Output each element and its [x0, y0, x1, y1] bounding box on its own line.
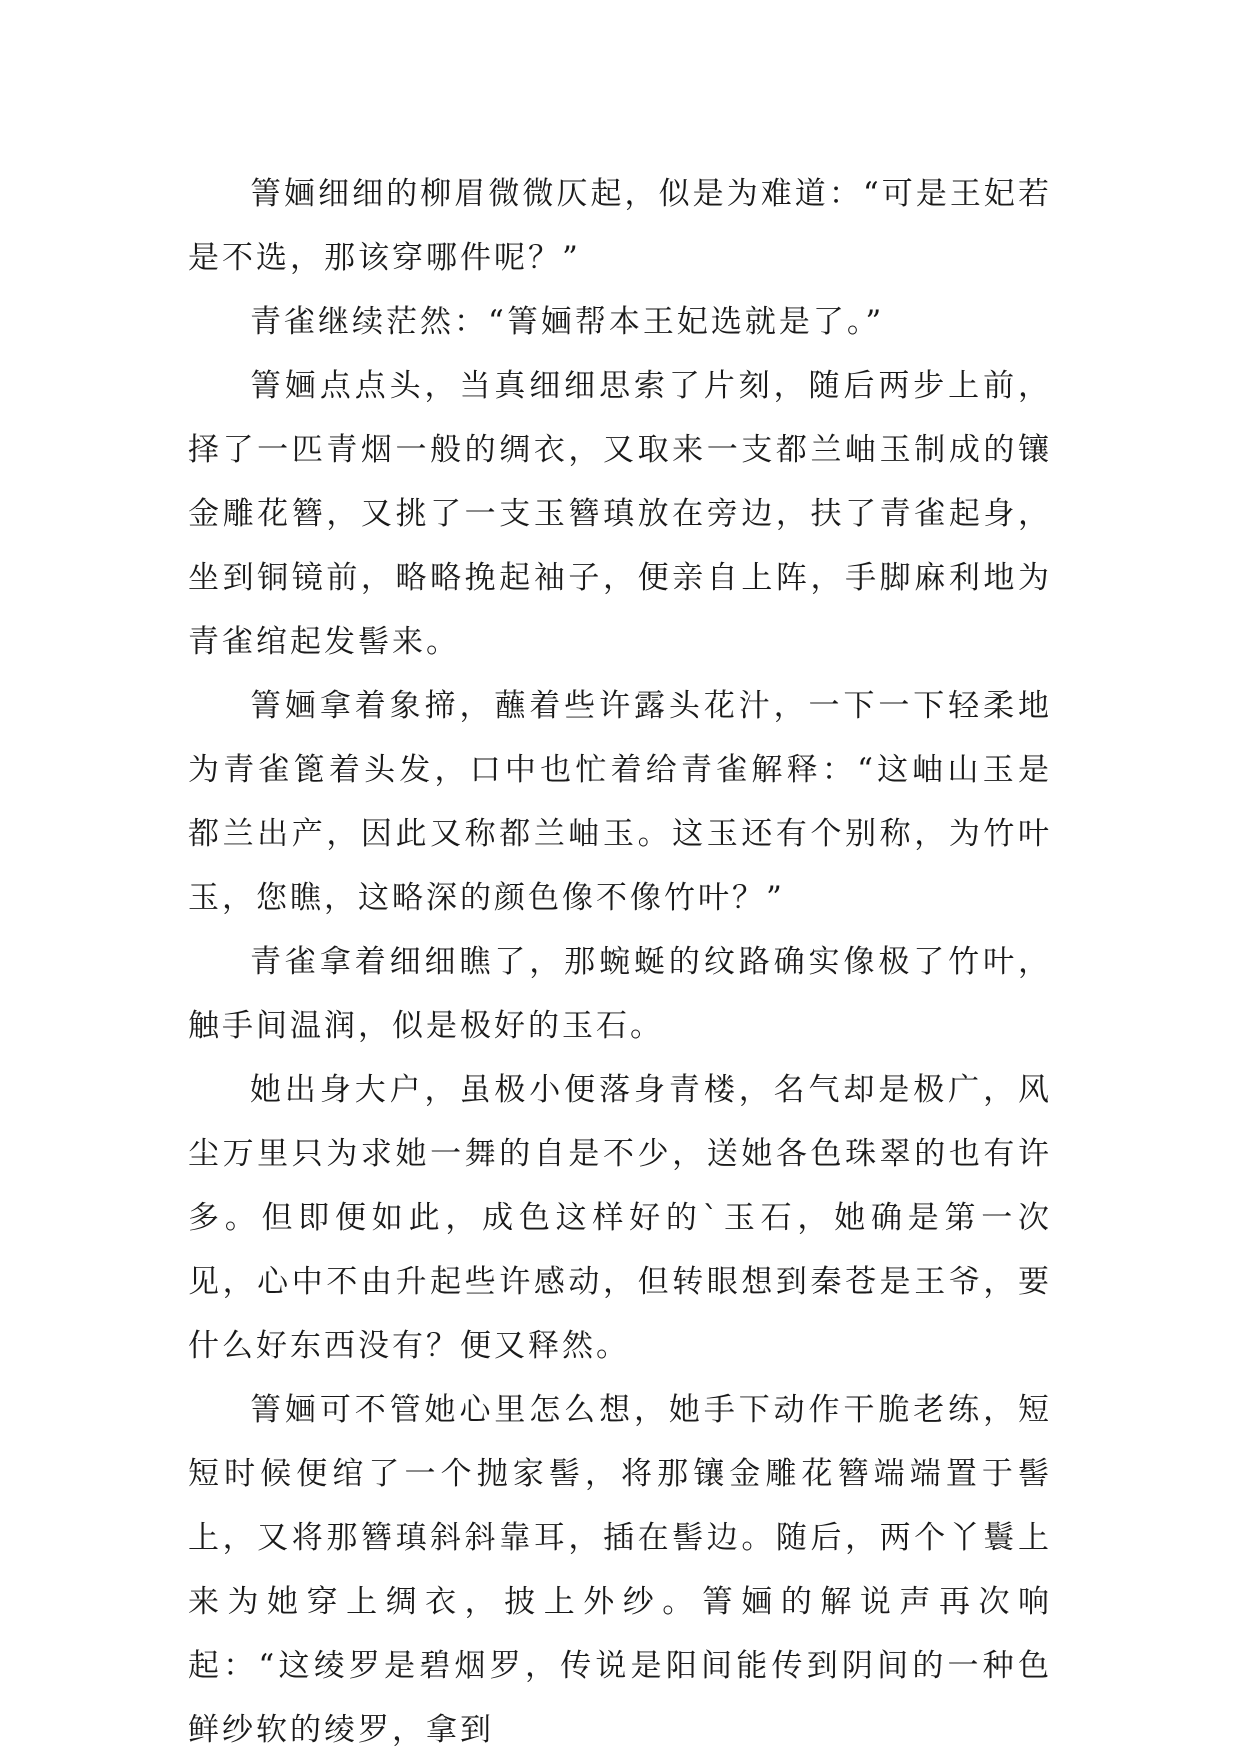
paragraph: 青雀继续茫然：“箐婳帮本王妃选就是了。” [250, 304, 885, 340]
paragraph: 箐婳拿着象揥，蘸着些许露头花汁，一下一下轻柔地为青雀篦着头发，口中也忙着给青雀解释：“这岫山玉是都兰出产，因此又称都兰岫玉。这玉还有个别称，为竹叶玉，您瞧，这略深的颜色像不像竹叶？” [188, 688, 1052, 916]
paragraph: 箐婳点点头，当真细细思索了片刻，随后两步上前，择了一匹青烟一般的绸衣，又取来一支都兰岫玉制成的镶金雕花簪，又挑了一支玉簪瑱放在旁边，扶了青雀起身，坐到铜镜前，略略挽起袖子，便亲自上阵，手脚麻利地为青雀绾起发髻来。 [188, 368, 1052, 660]
paragraph: 她出身大户，虽极小便落身青楼，名气却是极广，风尘万里只为求她一舞的自是不少，送她各色珠翠的也有许多。但即便如此，成色这样好的`玉石，她确是第一次见，心中不由升起些许感动，但转眼想到秦苍是王爷，要什么好东西没有？便又释然。 [188, 1072, 1052, 1364]
paragraph: 箐婳可不管她心里怎么想，她手下动作干脆老练，短短时候便绾了一个抛家髻，将那镶金雕花簪端端置于髻上，又将那簪瑱斜斜靠耳，插在髻边。随后，两个丫鬟上来为她穿上绸衣，披上外纱。箐婳的解说声再次响起：“这绫罗是碧烟罗，传说是阳间能传到阴间的一种色鲜纱软的绫罗，拿到 [188, 1392, 1052, 1748]
paragraph: 青雀拿着细细瞧了，那蜿蜒的纹路确实像极了竹叶，触手间温润，似是极好的玉石。 [188, 944, 1052, 1044]
body-text [188, 162, 1052, 1762]
paragraph: 箐婳细细的柳眉微微仄起，似是为难道：“可是王妃若是不选，那该穿哪件呢？” [188, 176, 1052, 276]
